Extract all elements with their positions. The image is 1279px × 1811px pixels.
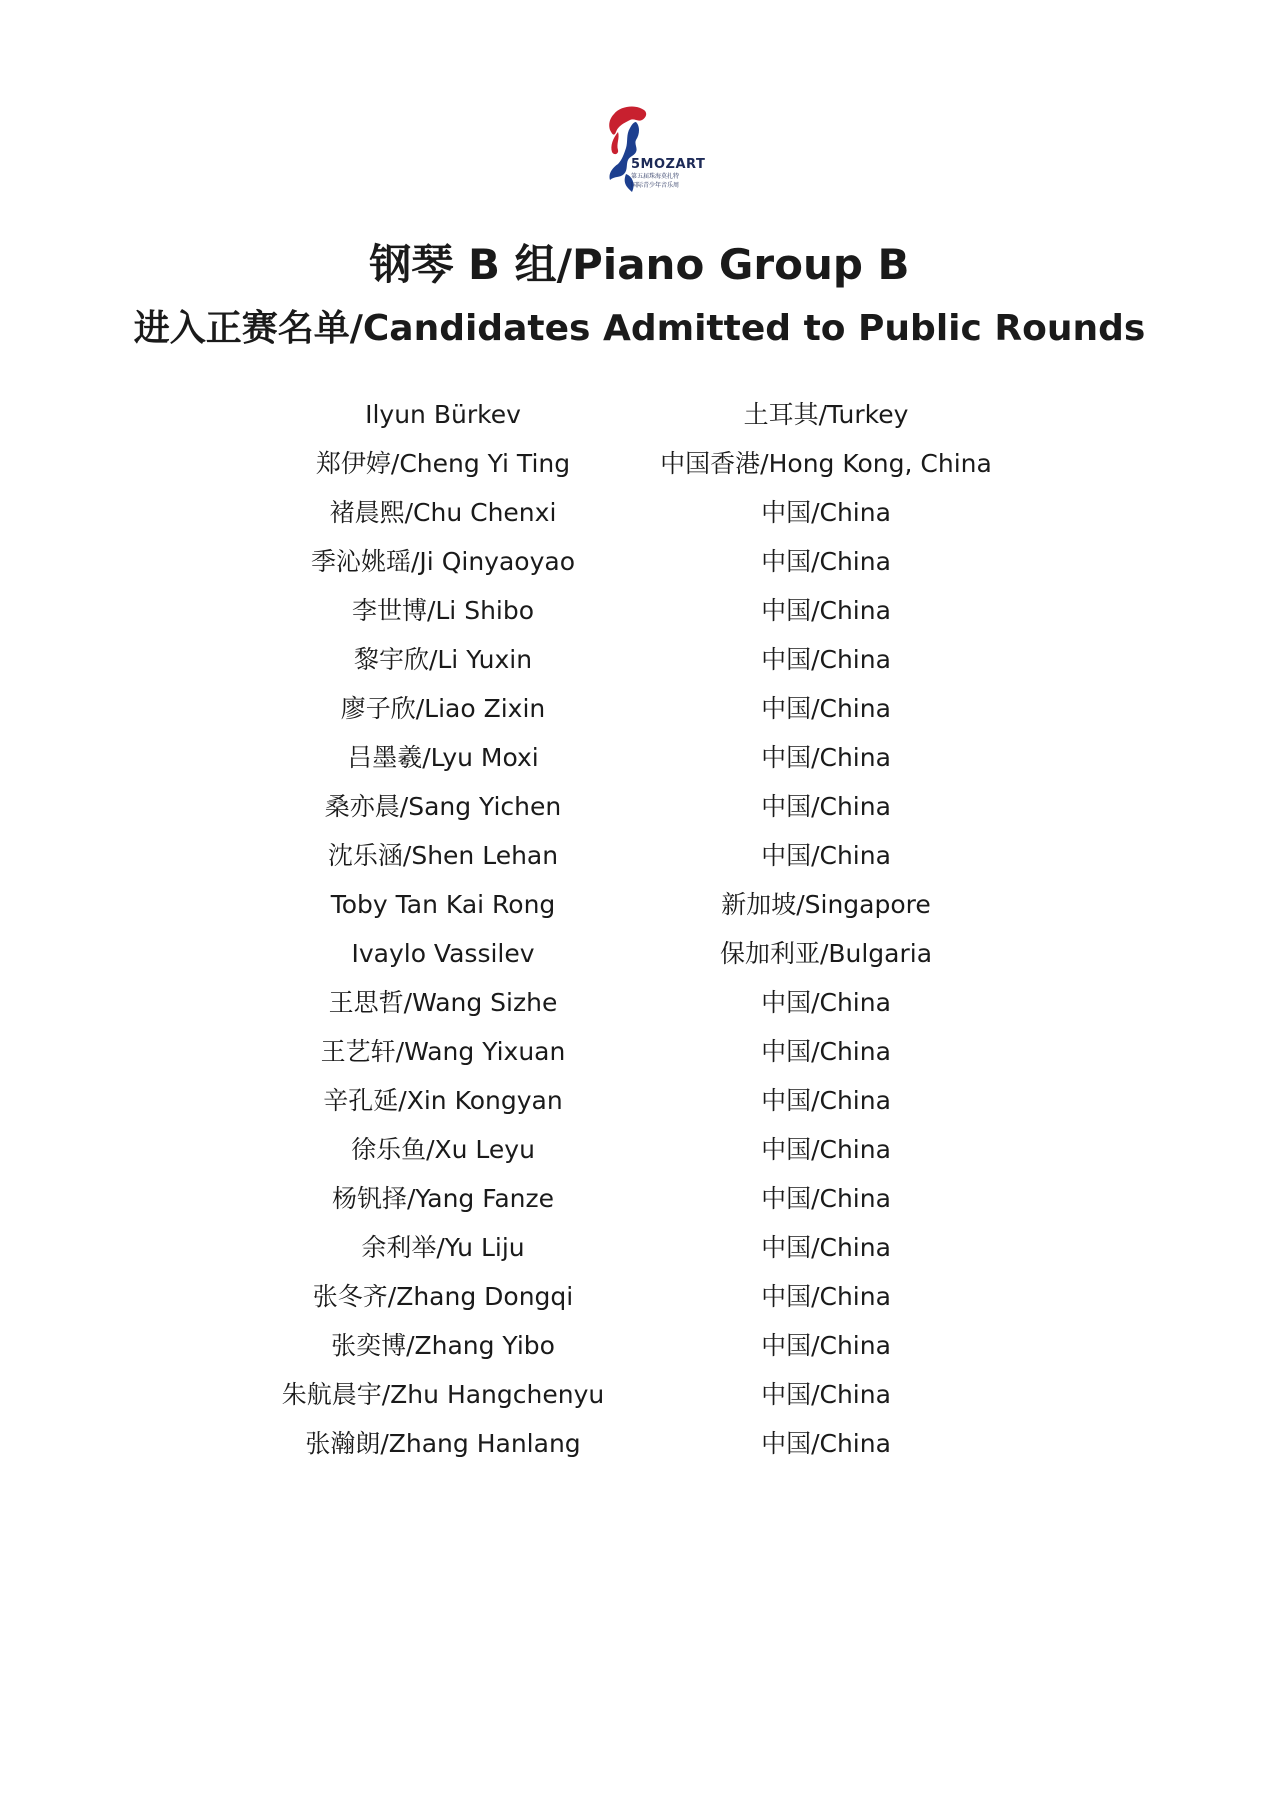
page-title: 钢琴 B 组/Piano Group B (369, 240, 910, 289)
candidate-country: 中国/China (761, 1037, 891, 1066)
candidate-row (0, 1274, 1279, 1323)
page-subtitle: 进入正赛名单/Candidates Admitted to Public Rounds (133, 308, 1146, 349)
candidate-name: Ivaylo Vassilev (351, 939, 535, 968)
candidate-name: 廖子欣/Liao Zixin (340, 694, 546, 723)
candidate-name: 张奕博/Zhang Yibo (331, 1331, 555, 1360)
logo-text (631, 157, 706, 190)
candidate-country: 中国/China (761, 694, 891, 723)
candidate-country: 中国/China (761, 841, 891, 870)
candidate-row (0, 931, 1279, 980)
candidate-row (0, 1078, 1279, 1127)
candidate-country: 中国/China (761, 1184, 891, 1213)
candidate-row (0, 1029, 1279, 1078)
candidate-name: 李世博/Li Shibo (351, 596, 535, 625)
candidate-name: 徐乐鱼/Xu Leyu (351, 1135, 535, 1164)
candidate-country: 中国/China (761, 547, 891, 576)
candidate-country: 中国/China (761, 1086, 891, 1115)
logo-subtitle-line2: 国际青少年音乐周 (631, 182, 680, 190)
logo-subtitle-line1: 第五届珠海莫扎特 (631, 173, 680, 180)
candidate-country: 中国/China (761, 743, 891, 772)
candidate-country: 保加利亚/Bulgaria (719, 939, 933, 968)
candidate-name: 张冬齐/Zhang Dongqi (312, 1282, 574, 1311)
candidate-row (0, 441, 1279, 490)
candidate-row (0, 1323, 1279, 1372)
candidate-name: 桑亦晨/Sang Yichen (324, 792, 562, 821)
candidate-country: 中国/China (761, 1429, 891, 1458)
candidate-row (0, 392, 1279, 441)
candidate-list (0, 392, 1279, 1470)
candidate-row (0, 735, 1279, 784)
candidate-row (0, 1225, 1279, 1274)
candidate-name: 沈乐涵/Shen Lehan (327, 841, 559, 870)
candidate-row (0, 637, 1279, 686)
candidate-country: 中国/China (761, 1233, 891, 1262)
candidate-name: 郑伊婷/Cheng Yi Ting (315, 449, 571, 478)
candidate-row (0, 490, 1279, 539)
candidate-row (0, 833, 1279, 882)
candidate-country: 中国/China (761, 988, 891, 1017)
candidate-row (0, 882, 1279, 931)
candidate-row (0, 588, 1279, 637)
candidate-country: 中国/China (761, 645, 891, 674)
candidate-row (0, 784, 1279, 833)
candidate-row (0, 980, 1279, 1029)
candidate-country: 中国/China (761, 1331, 891, 1360)
candidate-country: 新加坡/Singapore (721, 890, 931, 919)
candidate-country: 中国香港/Hong Kong, China (660, 449, 992, 478)
candidate-name: 辛孔延/Xin Kongyan (323, 1086, 563, 1115)
candidate-name: 褚晨熙/Chu Chenxi (329, 498, 557, 527)
candidate-country: 中国/China (761, 1282, 891, 1311)
candidate-name: 杨钒择/Yang Fanze (332, 1184, 554, 1213)
candidate-name: 王艺轩/Wang Yixuan (320, 1037, 566, 1066)
candidate-row (0, 539, 1279, 588)
candidate-row (0, 1176, 1279, 1225)
candidate-row (0, 1421, 1279, 1470)
candidate-name: 王思哲/Wang Sizhe (328, 988, 558, 1017)
candidate-name: Toby Tan Kai Rong (330, 890, 556, 919)
candidate-name: 朱航晨宇/Zhu Hangchenyu (281, 1380, 605, 1409)
candidate-country: 中国/China (761, 1135, 891, 1164)
candidate-name: 余利举/Yu Liju (361, 1233, 525, 1262)
candidate-country: 中国/China (761, 596, 891, 625)
candidate-name: 吕墨羲/Lyu Moxi (347, 743, 539, 772)
logo-mark: 5MOZART (631, 157, 706, 172)
candidate-row (0, 1372, 1279, 1421)
candidate-name: Ilyun Bürkev (365, 400, 521, 429)
candidate-country: 中国/China (761, 792, 891, 821)
candidate-row (0, 686, 1279, 735)
candidate-country: 土耳其/Turkey (743, 400, 909, 429)
candidate-country: 中国/China (761, 498, 891, 527)
candidate-name: 张瀚朗/Zhang Hanlang (305, 1429, 581, 1458)
candidate-country: 中国/China (761, 1380, 891, 1409)
candidate-name: 黎宇欣/Li Yuxin (353, 645, 533, 674)
candidate-row (0, 1127, 1279, 1176)
candidate-name: 季沁姚瑶/Ji Qinyaoyao (311, 547, 575, 576)
